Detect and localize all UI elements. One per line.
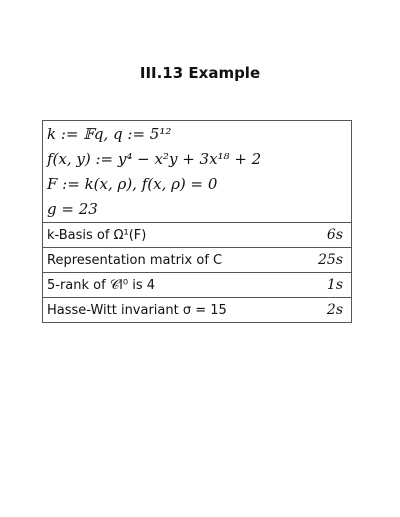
task-row (43, 223, 351, 247)
page-title: III.13 Example (139, 64, 261, 82)
definitions-block (43, 121, 351, 223)
definition-line: F := k(x, ρ), f(x, ρ) = 0 (47, 175, 218, 193)
task-label: Hasse-Witt invariant σ = 15 (47, 302, 227, 318)
task-row (43, 297, 351, 322)
task-label: Representation matrix of C (47, 252, 223, 268)
task-time: 6s (326, 227, 343, 243)
task-label: 5-rank of 𝒞l⁰ is 4 (47, 277, 156, 293)
task-row (43, 247, 351, 272)
definition-line: f(x, y) := y⁴ − x²y + 3x¹⁸ + 2 (47, 150, 262, 168)
definition-line: g = 23 (47, 200, 98, 218)
task-time: 2s (326, 302, 343, 318)
example-table (42, 120, 352, 323)
task-time: 1s (326, 277, 343, 293)
task-label: k-Basis of Ω¹(F) (47, 227, 147, 243)
task-time: 25s (318, 252, 343, 268)
definition-line: k := 𝔽q, q := 5¹² (47, 125, 172, 143)
task-row (43, 272, 351, 297)
